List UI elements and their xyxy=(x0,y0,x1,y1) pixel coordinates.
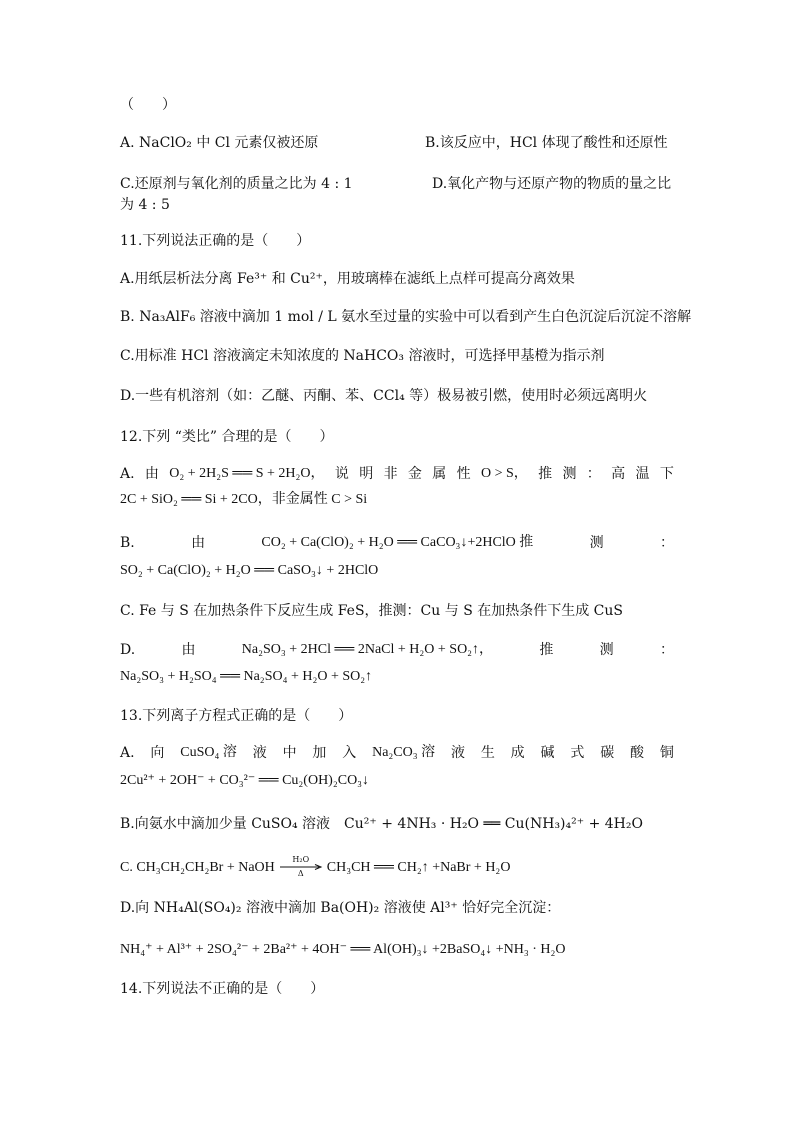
q11-option-c: C.用标准 HCl 溶液滴定未知浓度的 NaHCO₃ 溶液时，可选择甲基橙为指示剂 xyxy=(120,348,605,364)
q13-option-b: B.向氨水中滴加少量 CuSO₄ 溶液 Cu²⁺ + 4NH₃ · H₂O ══ Cu(NH₃)₄²⁺ + 4H₂O xyxy=(120,816,643,832)
q12-option-b-line1: B. 由 CO₂ + Ca(ClO)₂ + H₂O ══ CaCO₃↓+2HClO 推 测 ： xyxy=(120,535,674,551)
q14-stem: 14.下列说法不正确的是（ ） xyxy=(120,981,325,997)
q10-option-c: C.还原剂与氧化剂的质量之比为 4 : 1 xyxy=(120,176,353,192)
q10-option-b: B.该反应中，HCl 体现了酸性和还原性 xyxy=(425,135,668,151)
q11-stem: 11.下列说法正确的是（ ） xyxy=(120,233,311,249)
q12-option-a-line2: 2C + SiO₂ ══ Si + 2CO，非金属性 C > Si xyxy=(120,492,368,507)
q11-option-a: A.用纸层析法分离 Fe³⁺ 和 Cu²⁺，用玻璃棒在滤纸上点样可提高分离效果 xyxy=(120,271,575,287)
arrow-condition-top: H₂O xyxy=(292,855,310,864)
q10-option-a: A. NaClO₂ 中 Cl 元素仅被还原 xyxy=(120,135,319,151)
q12-option-d-line1: D. 由 Na₂SO₃ + 2HCl ══ 2NaCl + H₂O + SO₂↑， 推 测 ： xyxy=(120,642,674,658)
q11-option-b: B. Na₃AlF₆ 溶液中滴加 1 mol / L 氨水至过量的实验中可以看到产生白色沉淀后沉淀不溶解 xyxy=(120,309,692,325)
q13-option-d: D.向 NH₄Al(SO₄)₂ 溶液中滴加 Ba(OH)₂ 溶液使 Al³⁺ 恰好完全沉淀： xyxy=(120,900,561,916)
q13-option-d-equation: NH₄⁺ + Al³⁺ + 2SO₄²⁻ + 2Ba²⁺ + 4OH⁻ ══ Al(OH)₃↓ +2BaSO₄↓ +NH₃ · H₂O xyxy=(120,942,566,957)
q13-stem: 13.下列离子方程式正确的是（ ） xyxy=(120,708,353,724)
arrow-condition-bottom: Δ xyxy=(297,869,304,878)
q12-stem: 12.下列 “类比” 合理的是（ ） xyxy=(120,429,334,445)
q10-paren: （ ） xyxy=(120,97,176,113)
q13-option-a-line1: A. 向 CuSO₄ 溶 液 中 加 入 Na₂CO₃ 溶 液 生 成 碱 式 碳 酸 铜 xyxy=(120,745,674,761)
q11-option-d: D.一些有机溶剂（如：乙醚、丙酮、苯、CCl₄ 等）极易被引燃，使用时必须远离明火 xyxy=(120,388,648,404)
reaction-arrow xyxy=(279,856,323,878)
q12-option-d-line2: Na₂SO₃ + H₂SO₄ ══ Na₂SO₄ + H₂O + SO₂↑ xyxy=(120,669,373,684)
q13-option-a-line2: 2Cu²⁺ + 2OH⁻ + CO₃²⁻ ══ Cu₂(OH)₂CO₃↓ xyxy=(120,773,370,788)
q13-option-c: C. CH₃CH₂CH₂Br + NaOH H₂O Δ CH₃CH ══ CH₂↑ +NaBr + H₂O xyxy=(120,855,511,878)
q12-option-c: C. Fe 与 S 在加热条件下反应生成 FeS，推测：Cu 与 S 在加热条件下生成 CuS xyxy=(120,603,624,619)
q10-option-d-cont: 为 4 : 5 xyxy=(120,197,170,213)
q12-option-a-line1: A. 由 O₂ + 2H₂S ══ S + 2H₂O， 说 明 非 金 属 性 O > S， 推 测 ： 高 温 下 xyxy=(120,466,674,482)
q10-option-d: D.氧化产物与还原产物的物质的量之比 xyxy=(432,176,672,192)
q12-option-b-line2: SO₂ + Ca(ClO)₂ + H₂O ══ CaSO₃↓ + 2HClO xyxy=(120,563,379,578)
